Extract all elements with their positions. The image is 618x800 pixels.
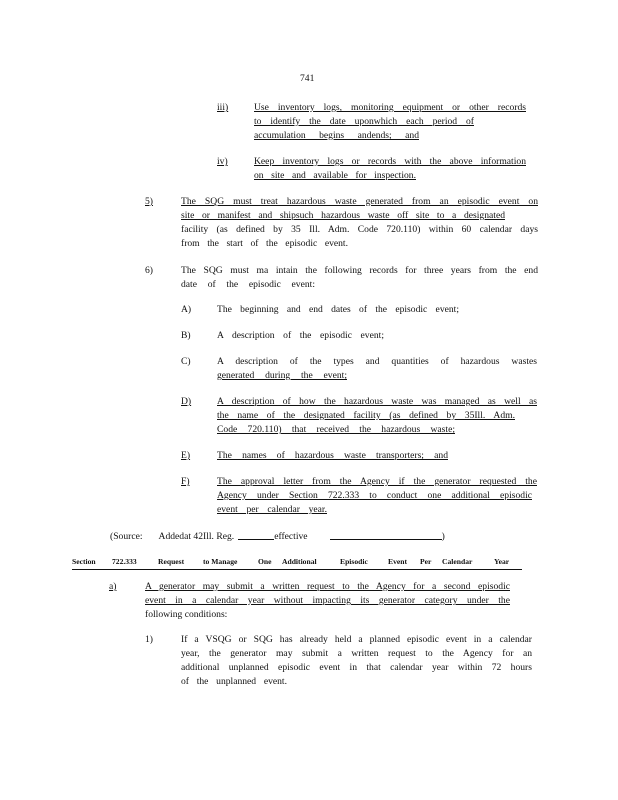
section-heading-word: One bbox=[258, 557, 272, 566]
item-text-iv bbox=[254, 155, 526, 183]
source-note bbox=[110, 529, 445, 544]
text-line: The approval letter from the Agency if the generator requested the bbox=[217, 476, 537, 487]
text-line: The SQG must treat hazardous waste generated from an episodic event on bbox=[181, 196, 538, 207]
text-line: accumulation begins andends; and bbox=[254, 130, 419, 141]
item-label-F: F) bbox=[181, 476, 190, 487]
section-heading-word: Per bbox=[420, 557, 432, 566]
text-line: event in a calendar year without impacting its generator category under the bbox=[145, 595, 510, 606]
text-line: the name of the designated facility (as defined by 35Ill. Adm. bbox=[217, 410, 515, 421]
text-line: A description of how the hazardous waste was managed as well as bbox=[217, 396, 537, 407]
item-text-iii bbox=[254, 101, 526, 143]
section-heading bbox=[72, 555, 522, 570]
item-label-B: B) bbox=[181, 330, 191, 341]
item-text-F bbox=[217, 475, 537, 517]
item-text-5 bbox=[181, 195, 538, 251]
text-line: A generator may submit a written request to the Agency for a second episodic bbox=[145, 581, 510, 592]
source-register-blank bbox=[238, 529, 274, 540]
text-line: The names of hazardous waste transporters; and bbox=[217, 450, 448, 461]
source-date-blank bbox=[330, 529, 442, 540]
text-line: If a VSQG or SQG has already held a planned episodic event in a calendar bbox=[181, 634, 532, 645]
text-line: on site and available for inspection. bbox=[254, 170, 416, 181]
item-label-6: 6) bbox=[145, 265, 153, 276]
item-text-D bbox=[217, 395, 537, 437]
text-line: to identify the date uponwhich each period of bbox=[254, 116, 474, 127]
text-line: The beginning and end dates of the episodic event; bbox=[217, 304, 459, 315]
section-heading-word: Calendar bbox=[442, 557, 473, 566]
text-line: additional unplanned episodic event in that calendar year within 72 hours bbox=[181, 662, 532, 673]
item-text-a1 bbox=[181, 633, 532, 689]
source-open: (Source: bbox=[110, 531, 143, 542]
item-text-A bbox=[217, 303, 459, 317]
item-text-6 bbox=[181, 264, 538, 292]
item-label-E: E) bbox=[181, 450, 191, 461]
item-label-C: C) bbox=[181, 356, 191, 367]
section-heading-word: Request bbox=[158, 557, 185, 566]
source-added: Addedat 42Ill. Reg. bbox=[158, 531, 235, 542]
subsection-label-a: a) bbox=[109, 581, 117, 592]
section-heading-word: Episodic bbox=[340, 557, 368, 566]
text-line: A description of the types and quantities of hazardous wastes bbox=[217, 356, 537, 367]
source-effective: effective bbox=[274, 531, 308, 542]
item-label-a1: 1) bbox=[145, 634, 153, 645]
section-heading-word: Year bbox=[494, 557, 510, 566]
item-text-E bbox=[217, 449, 448, 463]
text-line: Code 720.110) that received the hazardous waste; bbox=[217, 424, 455, 435]
text-line: generated during the event; bbox=[217, 370, 347, 381]
item-label-D: D) bbox=[181, 396, 192, 407]
text-line: facility (as defined by 35 Ill. Adm. Code 720.110) within 60 calendar days bbox=[181, 224, 538, 235]
text-line: year, the generator may submit a written request to the Agency for an bbox=[181, 648, 532, 659]
text-line: The SQG must ma intain the following records for three years from the end bbox=[181, 265, 538, 276]
text-line: Use inventory logs, monitoring equipment or other records bbox=[254, 102, 526, 113]
section-heading-word: Additional bbox=[282, 557, 317, 566]
section-heading-word: Event bbox=[388, 557, 407, 566]
item-label-5: 5) bbox=[145, 196, 153, 207]
section-heading-word: to Manage bbox=[203, 557, 238, 566]
source-close: ) bbox=[441, 531, 445, 542]
text-line: of the unplanned event. bbox=[181, 676, 287, 687]
item-text-C bbox=[217, 355, 537, 383]
item-label-iii: iii) bbox=[217, 102, 229, 113]
item-text-B bbox=[217, 329, 384, 343]
text-line: Agency under Section 722.333 to conduct one additional episodic bbox=[217, 490, 532, 501]
text-line: Keep inventory logs or records with the above information bbox=[254, 156, 526, 167]
subsection-text-a bbox=[145, 580, 510, 622]
text-line: date of the episodic event: bbox=[181, 279, 315, 290]
section-heading-word: Section bbox=[72, 557, 96, 566]
section-heading-word: 722.333 bbox=[112, 557, 137, 566]
text-line: from the start of the episodic event. bbox=[181, 238, 348, 249]
item-label-A: A) bbox=[181, 304, 192, 315]
page-number: 741 bbox=[300, 73, 315, 84]
text-line: A description of the episodic event; bbox=[217, 330, 384, 341]
text-line: following conditions: bbox=[145, 609, 228, 620]
item-label-iv: iv) bbox=[217, 156, 228, 167]
text-line: event per calendar year. bbox=[217, 504, 327, 515]
text-line: site or manifest and shipsuch hazardous waste off site to a designated bbox=[181, 210, 505, 221]
